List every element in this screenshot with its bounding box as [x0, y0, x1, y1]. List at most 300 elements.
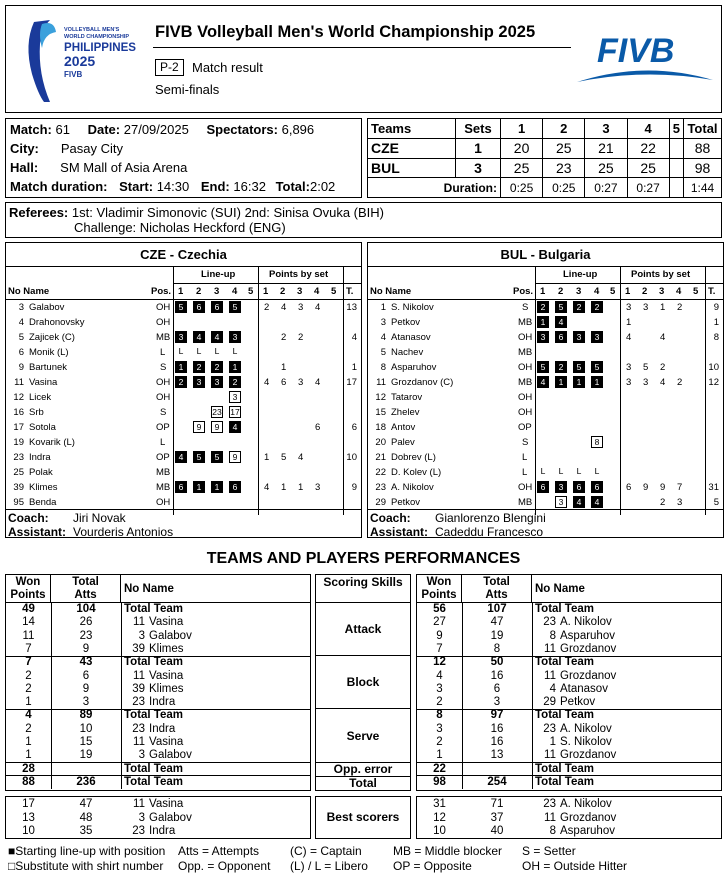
total-points: 98 [684, 158, 722, 178]
lineup-position: 6 [573, 481, 585, 493]
end-label: End: [200, 179, 230, 194]
player-number: 23 [543, 616, 556, 629]
player-name: Petkov [391, 317, 421, 328]
score-header: 1 [501, 119, 543, 139]
player-name: Total Team [535, 762, 594, 775]
total-attempts: 6 [82, 669, 90, 682]
player-row [6, 420, 361, 435]
player-number: 11 [133, 669, 145, 682]
player-position: OH [156, 497, 171, 508]
total-attempts: 236 [76, 775, 96, 788]
player-name: D. Kolev (L) [391, 467, 442, 478]
total-points: 5 [713, 497, 719, 508]
report-title: FIVB Volleyball Men's World Championship 2025 [155, 23, 536, 41]
player-name: Drahonovsky [29, 317, 85, 328]
total-header: T. [346, 286, 354, 297]
total-points: 1 [713, 317, 719, 328]
player-name: Indra [149, 696, 176, 709]
won-points: 4 [25, 709, 32, 722]
team-panel-cze [5, 242, 362, 538]
player-position: OH [518, 392, 533, 403]
player-row [368, 390, 723, 405]
total-attempts: 43 [79, 656, 93, 669]
player-number: 18 [375, 422, 386, 433]
won-points: 9 [436, 629, 443, 642]
set-points: 2 [660, 362, 666, 373]
player-name: Petkov [560, 696, 596, 709]
total-attempts: 16 [490, 722, 504, 735]
won-points: 2 [25, 682, 32, 695]
total-atts-header: Total Atts [462, 575, 532, 603]
lineup-position: 2 [229, 376, 241, 388]
points-header: Points by set [631, 269, 691, 280]
player-number: 29 [375, 497, 386, 508]
lineup-set-2: 2 [196, 286, 202, 297]
set-score: 25 [501, 158, 543, 178]
player-name: Total Team [124, 656, 183, 669]
score-header: Teams [368, 119, 456, 139]
lineup-position: 9 [193, 421, 205, 433]
player-position: OH [156, 317, 171, 328]
logo-line4: 2025 [64, 53, 96, 69]
player-number: 23 [132, 825, 145, 837]
lineup-position: 3 [555, 496, 567, 508]
no-name-header: No Name [532, 575, 722, 603]
set-points: 9 [660, 482, 666, 493]
set-points: 1 [281, 482, 287, 493]
best-row [417, 812, 721, 825]
total-header: T. [708, 286, 716, 297]
total-attempts: 9 [82, 682, 90, 695]
points-set-4: 4 [314, 286, 320, 297]
lineup-position: L [214, 346, 220, 356]
player-number: 22 [375, 467, 386, 478]
total-attempts: 97 [490, 709, 504, 722]
player-name: Asparuhov [560, 825, 615, 837]
player-position: L [522, 467, 528, 478]
points-set-2: 2 [280, 286, 286, 297]
lineup-position: 1 [555, 376, 567, 388]
player-position: OH [518, 482, 533, 493]
total-attempts: 89 [79, 709, 93, 722]
set-points: 3 [298, 377, 304, 388]
player-name: A. Nikolov [560, 798, 612, 810]
player-row [6, 315, 361, 330]
player-row [6, 360, 361, 375]
won-points: 13 [22, 811, 35, 824]
player-number: 20 [375, 437, 386, 448]
legend-item: OP = Opposite [393, 859, 472, 873]
match-code: P-2 [155, 59, 184, 76]
total-points: 1 [351, 362, 357, 373]
player-name: Nachev [391, 347, 424, 358]
player-number: 3 [138, 749, 145, 762]
set-points: 4 [298, 452, 304, 463]
player-name: A. Nikolov [391, 482, 434, 493]
player-name: Polak [29, 467, 53, 478]
lineup-position: 1 [537, 316, 549, 328]
total-attempts: 16 [490, 736, 504, 748]
col-divider [121, 603, 122, 789]
won-points: 8 [436, 709, 443, 722]
total-attempts: 26 [79, 616, 93, 629]
points-set-3: 3 [659, 286, 665, 297]
lineup-position: 1 [175, 361, 187, 373]
lineup-position: 3 [193, 376, 205, 388]
player-name: Vasina [149, 616, 184, 629]
player-number: 15 [375, 407, 386, 418]
lineup-position: 2 [211, 361, 223, 373]
lineup-position: 4 [573, 496, 585, 508]
coach-label: Coach: [8, 511, 49, 525]
won-points: 7 [436, 642, 443, 655]
challenge-referee: Challenge: Nicholas Heckford (ENG) [74, 220, 286, 235]
won-points: 10 [433, 825, 446, 837]
player-name: Indra [149, 825, 176, 837]
set-points: 3 [643, 377, 649, 388]
won-points: 2 [436, 696, 443, 709]
lineup-header: Line-up [563, 269, 598, 280]
set-points: 2 [264, 302, 270, 313]
perf-table-bul [416, 574, 722, 791]
logo-line1: VOLLEYBALL MEN'S [64, 27, 120, 33]
player-number: 3 [18, 302, 24, 313]
score-table [367, 118, 722, 198]
player-name: Tatarov [391, 392, 423, 403]
team-name: CZE - Czechia [6, 243, 361, 267]
player-number: 5 [18, 332, 24, 343]
points-header: Points by set [269, 269, 329, 280]
best-row [417, 825, 721, 838]
lineup-position: 3 [229, 391, 241, 403]
lineup-position: 5 [211, 451, 223, 463]
player-position: OH [156, 377, 171, 388]
coach-name: Jiri Novak [73, 511, 126, 525]
coach-label: Coach: [370, 511, 411, 525]
won-points: 49 [22, 603, 35, 615]
player-row [6, 495, 361, 510]
legend-item: ■Starting line-up with position [8, 844, 166, 858]
lineup-position: 8 [591, 436, 603, 448]
player-row [6, 450, 361, 465]
no-name-header: No Name [370, 286, 412, 297]
lineup-position: L [196, 346, 202, 356]
set-points: 4 [264, 482, 270, 493]
no-name-header: No Name [121, 575, 311, 603]
player-row [6, 480, 361, 495]
set-points: 3 [677, 497, 683, 508]
player-number: 39 [13, 482, 24, 493]
player-number: 23 [13, 452, 24, 463]
total-duration: 1:44 [684, 178, 722, 198]
won-points: 3 [436, 682, 443, 695]
won-points: 31 [433, 798, 446, 810]
match-result-label: Match result [192, 60, 263, 75]
match-date: 27/09/2025 [123, 122, 189, 137]
set-points: 6 [315, 422, 321, 433]
score-duration-row [368, 178, 722, 198]
player-number: 6 [18, 347, 24, 358]
legend-item: Atts = Attempts [178, 844, 260, 858]
won-points: 28 [22, 762, 35, 775]
player-row [368, 375, 723, 390]
set-score: 25 [543, 138, 585, 158]
player-row [6, 345, 361, 360]
skill-attack: Attack [316, 603, 410, 656]
referees-box [5, 202, 722, 238]
player-position: OH [156, 302, 171, 313]
total-atts-header: Total Atts [51, 575, 121, 603]
lineup-position: 5 [591, 361, 603, 373]
set-score: 25 [585, 158, 627, 178]
player-number: 1 [380, 302, 386, 313]
match-label: Match: [10, 122, 52, 137]
lineup-position: 5 [537, 361, 549, 373]
lineup-header: Line-up [201, 269, 236, 280]
lineup-position: 6 [555, 331, 567, 343]
player-position: S [160, 407, 167, 418]
set-points: 4 [315, 302, 321, 313]
pos-header: Pos. [513, 286, 534, 297]
player-row [368, 495, 723, 510]
player-row [368, 405, 723, 420]
player-position: S [522, 437, 529, 448]
player-name: Atanasov [391, 332, 431, 343]
team-panel-bul [367, 242, 724, 538]
set-points: 2 [660, 497, 666, 508]
player-name: Total Team [124, 603, 183, 615]
won-points: 17 [22, 798, 35, 810]
player-number: 11 [544, 669, 556, 682]
set-points: 1 [264, 452, 270, 463]
set-score [669, 158, 683, 178]
player-row [368, 345, 723, 360]
won-points-header: Won Points [417, 575, 462, 603]
total-attempts: 9 [82, 642, 90, 655]
points-set-1: 1 [625, 286, 631, 297]
won-points: 4 [436, 669, 443, 682]
set-points: 3 [643, 302, 649, 313]
player-name: Indra [149, 722, 176, 735]
lineup-position: 5 [229, 301, 241, 313]
score-row-bul [368, 158, 722, 178]
player-number: 39 [132, 642, 145, 655]
player-row [6, 435, 361, 450]
first-referee: 1st: Vladimir Simonovic (SUI) [71, 205, 241, 220]
player-number: 16 [13, 407, 24, 418]
set-duration: 0:27 [627, 178, 669, 198]
team-name: BUL - Bulgaria [368, 243, 723, 267]
assistant-label: Assistant: [8, 525, 67, 539]
player-number: 11 [544, 642, 556, 655]
player-number: 11 [544, 749, 556, 762]
set-points: 6 [626, 482, 632, 493]
player-name: Indra [29, 452, 51, 463]
set-score: 25 [627, 158, 669, 178]
player-row [368, 435, 723, 450]
lineup-position: 6 [175, 481, 187, 493]
player-name: Vasina [149, 669, 184, 682]
set-score: 22 [627, 138, 669, 158]
total-attempts: 35 [79, 825, 93, 837]
player-position: MB [518, 497, 533, 508]
lineup-position: 5 [193, 451, 205, 463]
hall-label: Hall: [10, 160, 39, 175]
player-name: Atanasov [560, 682, 608, 695]
total-points: 9 [351, 482, 357, 493]
lineup-position: 3 [229, 331, 241, 343]
set-points: 2 [281, 332, 287, 343]
set-points: 9 [643, 482, 649, 493]
duration-label: Match duration: [10, 179, 108, 194]
lineup-position: 3 [555, 481, 567, 493]
points-set-4: 4 [676, 286, 682, 297]
player-name: Asparuhov [560, 629, 615, 642]
set-points: 3 [626, 362, 632, 373]
won-points: 56 [433, 603, 446, 615]
total-attempts: 3 [493, 696, 501, 709]
player-name: Dobrev (L) [391, 452, 436, 463]
player-number: 23 [132, 722, 145, 735]
points-set-1: 1 [263, 286, 269, 297]
won-points: 2 [25, 669, 32, 682]
legend-item: MB = Middle blocker [393, 844, 503, 858]
set-duration [669, 178, 683, 198]
skill-block: Block [316, 656, 410, 709]
legend-item: (C) = Captain [290, 844, 362, 858]
won-points: 1 [436, 749, 443, 762]
score-header: 2 [543, 119, 585, 139]
player-number: 1 [549, 736, 556, 748]
set-points: 4 [660, 377, 666, 388]
player-row [6, 465, 361, 480]
lineup-set-3: 3 [214, 286, 220, 297]
player-name: Kovarik (L) [29, 437, 75, 448]
total-attempts: 40 [490, 825, 504, 837]
total-points: 8 [713, 332, 719, 343]
total-points: 88 [684, 138, 722, 158]
lineup-set-3: 3 [576, 286, 582, 297]
player-row [6, 405, 361, 420]
lineup-position: 5 [175, 301, 187, 313]
legend-item: (L) / L = Libero [290, 859, 368, 873]
total-attempts: 19 [490, 629, 504, 642]
player-number: 12 [13, 392, 24, 403]
sets-won: 3 [456, 158, 501, 178]
referees-label: Referees: [9, 205, 69, 220]
coach-name: Gianlorenzo Blengini [435, 511, 546, 525]
end-time: 16:32 [233, 179, 266, 194]
performances-title: TEAMS AND PLAYERS PERFORMANCES [206, 550, 521, 567]
lineup-position: 3 [573, 331, 585, 343]
perf-table-cze [5, 574, 311, 791]
player-number: 11 [544, 811, 556, 824]
lineup-set-1: 1 [540, 286, 546, 297]
col-divider [51, 603, 52, 789]
player-row [6, 300, 361, 315]
player-position: MB [156, 467, 171, 478]
player-row [368, 450, 723, 465]
player-name: Klimes [29, 482, 58, 493]
lineup-position: 1 [591, 376, 603, 388]
points-set-2: 2 [642, 286, 648, 297]
player-number: 21 [375, 452, 386, 463]
lineup-position: 6 [591, 481, 603, 493]
set-points: 3 [315, 482, 321, 493]
player-row [368, 300, 723, 315]
skill-total: Total [349, 776, 377, 790]
total-attempts: 6 [493, 682, 501, 695]
won-points: 1 [25, 749, 32, 762]
lineup-position: 6 [193, 301, 205, 313]
lineup-position: 2 [555, 361, 567, 373]
lineup-set-2: 2 [558, 286, 564, 297]
player-name: Grozdanov (C) [391, 377, 454, 388]
lineup-position: L [540, 466, 546, 476]
lineup-set-4: 4 [594, 286, 600, 297]
won-points: 7 [25, 642, 32, 655]
points-set-5: 5 [693, 286, 699, 297]
player-name: Grozdanov [560, 811, 617, 824]
lineup-position: 3 [537, 331, 549, 343]
col-divider [462, 603, 463, 789]
won-points: 27 [433, 616, 446, 629]
player-name: Total Team [535, 775, 594, 788]
set-points: 1 [626, 317, 632, 328]
lineup-position: 4 [211, 331, 223, 343]
lineup-position: 9 [211, 421, 223, 433]
lineup-position: 4 [175, 451, 187, 463]
lineup-position: 2 [175, 376, 187, 388]
lineup-position: 2 [193, 361, 205, 373]
lineup-position: 23 [212, 407, 222, 417]
total-attempts: 48 [79, 811, 93, 824]
best-scorers-label: Best scorers [315, 796, 411, 839]
total-attempts: 13 [490, 749, 504, 762]
player-position: OP [156, 452, 170, 463]
player-number: 23 [132, 696, 145, 709]
lineup-position: 6 [537, 481, 549, 493]
player-number: 39 [132, 682, 145, 695]
lineup-position: 17 [230, 407, 240, 417]
lineup-position: 4 [229, 421, 241, 433]
lineup-set-5: 5 [248, 286, 254, 297]
player-name: Total Team [535, 656, 594, 669]
player-position: OP [518, 422, 532, 433]
player-name: Klimes [149, 642, 184, 655]
set-score: 21 [585, 138, 627, 158]
player-number: 8 [380, 362, 386, 373]
won-points: 98 [433, 775, 446, 788]
player-name: Galabov [149, 629, 192, 642]
player-name: Total Team [124, 775, 183, 788]
player-name: Monik (L) [29, 347, 69, 358]
total-attempts: 254 [487, 775, 507, 788]
set-points: 2 [677, 377, 683, 388]
legend-item: □Substitute with shirt number [8, 859, 164, 873]
total-label: Total: [275, 179, 310, 194]
second-referee: 2nd: Sinisa Ovuka (BIH) [244, 205, 385, 220]
col-divider [532, 603, 533, 789]
set-points: 7 [677, 482, 683, 493]
best-scorers-bul [416, 796, 722, 839]
won-points: 7 [25, 656, 32, 669]
spectators-label: Spectators: [206, 122, 278, 137]
won-points: 88 [22, 775, 35, 788]
lineup-position: 4 [193, 331, 205, 343]
total-points: 31 [708, 482, 719, 493]
set-score [669, 138, 683, 158]
